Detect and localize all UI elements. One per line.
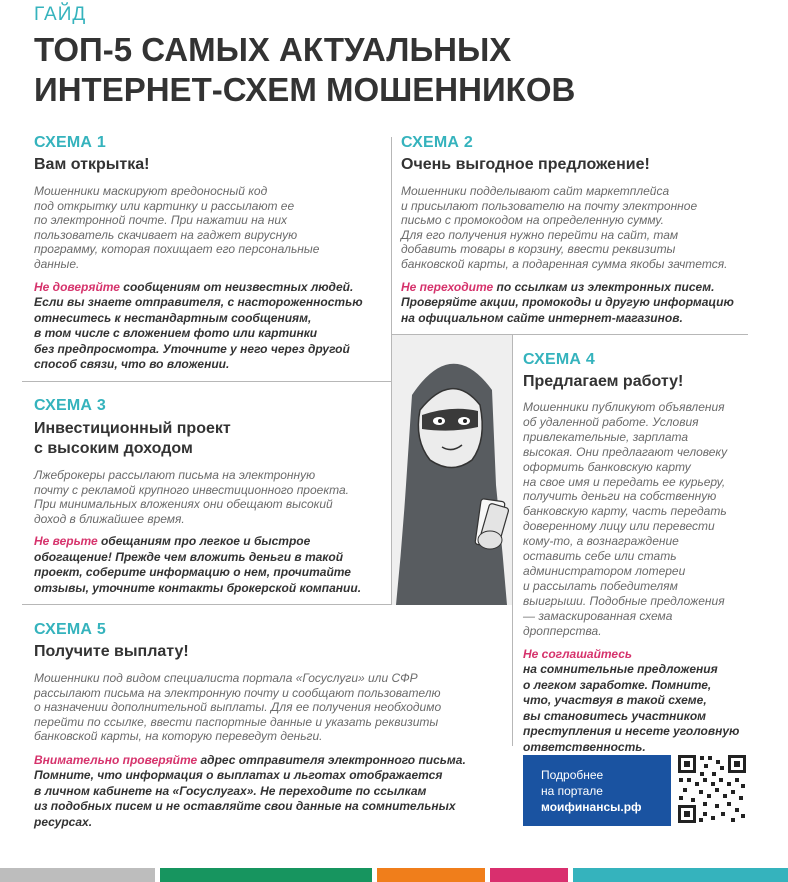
scheme-label: СХЕМА 1: [34, 134, 106, 151]
scheme-label: СХЕМА 2: [401, 134, 473, 151]
warn-line: вы становитесь участником: [523, 708, 707, 723]
desc-line: и рассылать победителям: [523, 578, 678, 593]
scheme-title: [523, 372, 758, 392]
scheme-title: [34, 642, 504, 662]
desc-line: пользователь скачивает на гаджет вирусную: [34, 227, 298, 242]
scheme-title: [401, 155, 761, 175]
desc-line: кому-то, а вознаграждение: [523, 534, 679, 549]
desc-line: получить деньги на собственную: [523, 489, 717, 504]
scheme-warning: [34, 280, 384, 373]
desc-line: Мошенники под видом специалиста портала «Госуслуги» или СФР: [34, 671, 418, 685]
warning-keyword: Не переходите: [401, 279, 494, 294]
desc-line: оставить себе или стать: [523, 549, 677, 564]
qr-code-icon[interactable]: [676, 753, 748, 825]
desc-line: Лжеброкеры рассылают письма на электронную: [34, 468, 316, 482]
desc-line: доверенному лицу или перевести: [523, 519, 715, 534]
page-title-line: ИНТЕРНЕТ-СХЕМ МОШЕННИКОВ: [34, 71, 576, 108]
section-divider: [22, 604, 392, 605]
scheme-description: [34, 671, 504, 744]
warn-line: что, участвуя в такой схеме,: [523, 693, 707, 707]
desc-line: на свое имя и передать ее курьеру,: [523, 474, 726, 489]
scheme-warning: [34, 534, 384, 596]
desc-line: Мошенники публикуют объявления: [523, 400, 725, 414]
desc-line: оформить банковскую карту: [523, 459, 691, 474]
scheme-description: [34, 468, 384, 526]
cta-line: на портале: [541, 784, 603, 798]
warn-line: без предпросмотра. Уточните у него через другой: [34, 341, 350, 356]
warn-line: проект, соберите информацию о нем, прочитайте: [34, 565, 351, 580]
scheme-label: СХЕМА 4: [523, 351, 595, 368]
page-title: [34, 30, 754, 110]
desc-line: почту с рекламой крупного инвестиционного проекта.: [34, 482, 349, 497]
warn-line: отзывы, уточните контакты брокерской компании.: [34, 580, 362, 595]
desc-line: При минимальных вложениях они обещают высокий: [34, 497, 333, 512]
scheme-title-line: Предлагаем работу!: [523, 373, 684, 390]
warn-line: способ связи, что во вложении.: [34, 357, 230, 372]
portal-link[interactable]: моифинансы.рф: [541, 800, 642, 814]
desc-line: и присылают пользователю на почту электронное: [401, 198, 698, 213]
warn-line: о легком заработке. Помните,: [523, 677, 712, 692]
desc-line: высокая. Они предлагают человеку: [523, 444, 728, 459]
warn-line: на сомнительные предложения: [523, 662, 718, 676]
desc-line: привлекательные, зарплата: [523, 429, 689, 444]
footer-bar-segment: [0, 868, 155, 882]
footer-bar-segment: [490, 868, 568, 882]
desc-line: — замаскированная схема: [523, 608, 673, 623]
scheme-title-line: Инвестиционный проект: [34, 420, 231, 437]
footer-bar-segment: [160, 868, 372, 882]
desc-line: банковскую карту, часть передать: [523, 504, 727, 519]
section-divider: [22, 381, 392, 382]
guide-label: ГАЙД: [34, 4, 87, 25]
desc-line: Мошенники подделывают сайт маркетплейса: [401, 184, 670, 198]
warn-line: отнеситесь к нестандартным сообщениям,: [34, 310, 312, 325]
scheme-title-line: Очень выгодное предложение!: [401, 156, 650, 173]
column-divider: [512, 334, 513, 746]
warn-line: ресурсах.: [34, 814, 93, 829]
hooded-man-icon: [392, 335, 512, 605]
desc-line: добавить товары в корзину, ввести реквизиты: [401, 242, 676, 257]
warn-line: адрес отправителя электронного письма.: [197, 752, 466, 767]
warn-line: Проверяйте акции, промокоды и другую информацию: [401, 295, 734, 310]
desc-line: об удаленной работе. Условия: [523, 414, 699, 429]
scheme-warning: [523, 647, 758, 756]
warn-line: обогащение! Прежде чем вложить деньги в такой: [34, 549, 344, 564]
desc-line: данные.: [34, 256, 80, 271]
warn-line: Помните, что информация о выплатах и льготах отображается: [34, 768, 443, 783]
scheme-title-line: Получите выплату!: [34, 643, 189, 660]
scheme-warning: [34, 753, 504, 831]
scheme-title: [34, 419, 384, 459]
warning-keyword: Внимательно проверяйте: [34, 752, 198, 767]
desc-line: о назначении дополнительной выплаты. Для ее получения необходимо: [34, 700, 442, 715]
desc-line: банковской карты, а подаренная сумма якобы зачтется.: [401, 256, 728, 271]
desc-line: письмо с промокодом на определенную сумму.: [401, 213, 664, 228]
scheme-3: [34, 397, 384, 596]
warn-line: преступления и несете уголовную: [523, 724, 740, 738]
scheme-description: [523, 400, 758, 639]
warning-keyword: Не верьте: [34, 534, 98, 549]
desc-line: по электронной почте. При нажатии на них: [34, 213, 288, 228]
scheme-label: СХЕМА 5: [34, 621, 106, 638]
page-title-line: ТОП-5 САМЫХ АКТУАЛЬНЫХ: [34, 31, 512, 68]
footer-bar-segment: [377, 868, 485, 882]
footer-bar-segment: [573, 868, 788, 882]
scheme-label: СХЕМА 3: [34, 397, 106, 414]
warn-line: в личном кабинете на «Госуслугах». Не переходите по ссылкам: [34, 783, 427, 798]
warn-line: по ссылкам из электронных писем.: [493, 279, 715, 294]
desc-line: под открытку или картинку и рассылают ее: [34, 198, 295, 213]
scheme-title-line: Вам открытка!: [34, 156, 150, 173]
scheme-description: [34, 184, 384, 272]
scheme-4: [523, 351, 758, 755]
warn-line: обещаниям про легкое и быстрое: [97, 534, 311, 549]
warn-line: из подобных писем и не оставляйте свои данные на сомнительных: [34, 799, 456, 814]
desc-line: выигрыши. Подобные предложения: [523, 593, 725, 608]
desc-line: доход в ближайшее время.: [34, 511, 185, 526]
portal-link-box[interactable]: [523, 755, 671, 826]
desc-line: перейти по ссылке, ввести паспортные данные и указать реквизиты: [34, 714, 439, 729]
scheme-title: [34, 155, 384, 175]
scheme-5: [34, 621, 504, 830]
desc-line: программу, которая похищает его персональные: [34, 242, 320, 257]
warn-line: Если вы знаете отправителя, с настороженностью: [34, 295, 363, 310]
scheme-1: [34, 134, 384, 373]
warn-line: сообщениям от неизвестных людей.: [119, 279, 354, 294]
scheme-2: [401, 134, 761, 326]
desc-line: Мошенники маскируют вредоносный код: [34, 184, 268, 198]
desc-line: Для его получения нужно перейти на сайт, там: [401, 227, 679, 242]
scam-illustration: [392, 335, 512, 605]
warn-line: на официальном сайте интернет-магазинов.: [401, 310, 683, 325]
warn-line: в том числе с вложением фото или картинки: [34, 326, 318, 341]
desc-line: администратором лотереи: [523, 563, 686, 578]
scheme-warning: [401, 280, 761, 327]
scheme-description: [401, 184, 761, 272]
scheme-title-line: с высоким доходом: [34, 440, 193, 457]
warning-keyword: Не соглашайтесь: [523, 646, 633, 661]
warn-line: ответственность.: [523, 739, 646, 754]
desc-line: рассылают письма на электронную почту и сообщают пользователю: [34, 685, 441, 700]
desc-line: дропперства.: [523, 623, 602, 638]
qr-code-graphic: [676, 753, 748, 825]
desc-line: банковской карты, на которую переведут деньги.: [34, 729, 323, 744]
warning-keyword: Не доверяйте: [34, 279, 120, 294]
cta-line: Подробнее: [541, 768, 604, 782]
